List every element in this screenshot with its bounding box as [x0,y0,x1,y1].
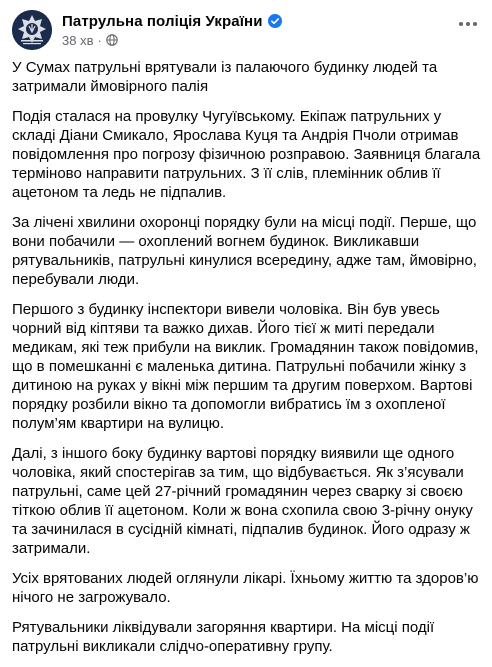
post-paragraph: Рятувальники ліквідували загоряння квартири. На місці події патрульні викликали слідчо-оперативну групу. [12,619,435,655]
page-name-row [62,11,282,31]
avatar[interactable] [12,10,52,50]
post-body [12,58,482,667]
post-paragraph: Усіх врятованих людей оглянули лікарі. Їхньому життю та здоров’ю нічого не загрожувало. [12,570,479,606]
post-paragraph: Далі, з іншого боку будинку вартові порядку виявили ще одного чоловіка, який спостерігав за тим, що відбувається. Як з’ясували патрульні, саме цей 27-річний громадянин через сварку зі своєю тіткою облив її ацетоном. Коли ж вона схопила свою 3-річну онуку та зачинилася в сусідній кімнаті, підпалив будинок. Його одразу ж затримали. [12,445,473,557]
post-paragraph-headline: У Сумах патрульні врятували із палаючого будинку людей та затримали ймовірного палія [12,59,438,95]
post-meta [62,32,118,48]
globe-icon[interactable] [106,34,118,46]
post-timestamp[interactable]: 38 хв [62,32,94,48]
post-paragraph: За лічені хвилини охоронці порядку були на місці події. Перше, що вони побачили — охоплений вогнем будинок. Викликавши рятувальників, патрульні кинулися всередину, адже там, ймовірно, перебували люди. [12,214,477,288]
verified-check-icon [268,14,282,28]
page-name[interactable]: Патрульна поліція України [62,12,263,30]
more-options-icon[interactable] [456,14,480,34]
post-paragraph: Подія сталася на провулку Чугуївському. Екіпаж патрульних у складі Діани Смикало, Ярослава Куця та Андрія Пчоли отримав повідомлення про погрозу фізичною розправою. Заявниця благала терміново направити патрульних. З її слів, племінник облив її ацетоном та ледь не підпалив. [12,108,481,201]
post-paragraph: Першого з будинку інспектори вивели чоловіка. Він був увесь чорний від кіптяви та важко дихав. Його тієї ж миті передали медикам, які теж прибули на виклик. Громадянин також повідомив, що в помешканні є маленька дитина. Патрульні побачили жінку з дитиною на руках у вікні між першим та другим поверхом. Вартові порядку розбили вікно та допомогли вибратись їм з охопленої полум’ям квартири на вулицю. [12,301,479,432]
police-logo-icon [12,10,52,50]
meta-separator: · [97,32,102,48]
post-header [12,8,480,52]
